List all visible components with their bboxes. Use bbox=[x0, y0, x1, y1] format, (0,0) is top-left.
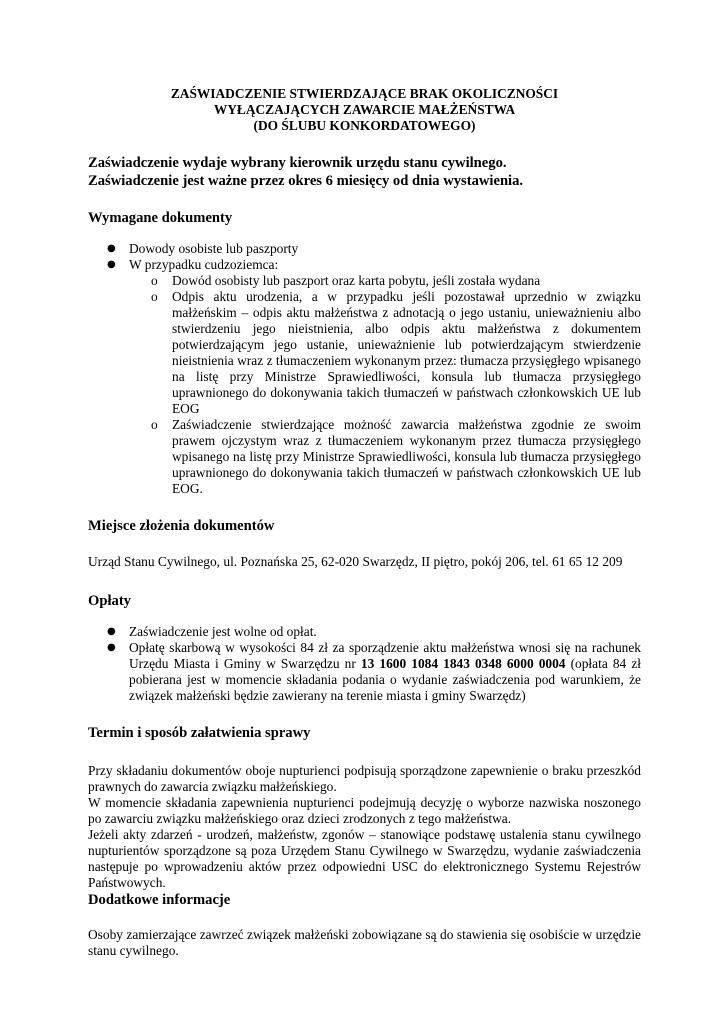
stamp-duty-text: Opłatę skarbową w wysokości 84 zł za sporządzenie aktu małżeństwa wnosi się na rachunek Urzędu Miasta i Gminy w Swarzędzu nr bbox=[129, 640, 641, 671]
required-docs-heading: Wymagane dokumenty bbox=[88, 210, 233, 226]
list-item-text: Dowody osobiste lub paszporty bbox=[129, 241, 299, 256]
term-section bbox=[88, 763, 641, 891]
bullet-icon: ● bbox=[107, 243, 116, 254]
sub-list-item bbox=[88, 417, 641, 497]
stamp-duty-note: (opłata 84 zł pobierana jest w momencie składania podania o wydanie zaświadczenia pod warunkiem, że związek małżeński będzie zawierany na terenie miasta i gminy Swarzędz) bbox=[129, 656, 641, 703]
fees-heading: Opłaty bbox=[88, 593, 131, 609]
intro-validity: Zaświadczenie jest ważne przez okres 6 miesięcy od dnia wystawienia. bbox=[88, 173, 524, 189]
bullet-icon: ● bbox=[107, 642, 116, 653]
intro-issuer: Zaświadczenie wydaje wybrany kierownik urzędu stanu cywilnego. bbox=[88, 155, 507, 171]
circle-bullet-icon: o bbox=[151, 417, 158, 432]
sub-list-item bbox=[88, 273, 641, 289]
foreigner-docs-list bbox=[129, 273, 641, 497]
sub-list-item-text: Odpis aktu urodzenia, a w przypadku jeśli pozostawał uprzednio w związku małżeńskim – odpis aktu małżeństwa z adnotacją o jego ustaniu, unieważnieniu albo stwierdzeniu jego nieistnienia, albo odpis aktu małżeństwa z dokumentem potwierdzającym jego ustanie, unieważnienie lub potwierdzającym stwierdzenie nieistnienia wraz z tłumaczeniem wykonanym przez: tłumacza przysięgłego wpisanego na listę przy Ministrze Sprawiedliwości, konsula lub tłumacza przysięgłego uprawnionego do dokonywania takich tłumaczeń w państwach członkowskich UE lub EOG bbox=[172, 289, 641, 416]
extra-heading: Dodatkowe informacje bbox=[88, 892, 231, 908]
title-line-2: WYŁĄCZAJĄCYCH ZAWARCIE MAŁŻEŃSTWA bbox=[213, 102, 516, 117]
fees-list bbox=[88, 624, 641, 704]
document-page bbox=[88, 86, 641, 959]
bullet-icon: ● bbox=[107, 259, 116, 270]
term-paragraph-1: Przy składaniu dokumentów oboje nupturienci podpisują sporządzone zapewnienie o braku przeszkód prawnych do zawarcia związku małżeńskiego. bbox=[88, 763, 641, 794]
list-item bbox=[88, 640, 641, 704]
term-heading: Termin i sposób załatwienia sprawy bbox=[88, 725, 311, 741]
bullet-icon: ● bbox=[107, 626, 116, 637]
sub-list-item-text: Zaświadczenie stwierdzające możność zawarcia małżeństwa zgodnie ze swoim prawem ojczystym wraz z tłumaczeniem wykonanym przez tłumacza przysięgłego wpisanego na listę przy Ministrze Sprawiedliwości, konsula lub tłumacza przysięgłego uprawnionego do dokonywania takich tłumaczeń w państwach członkowskich UE lub EOG. bbox=[172, 417, 641, 496]
fee-exemption-text: Zaświadczenie jest wolne od opłat. bbox=[129, 624, 317, 639]
extra-text: Osoby zamierzające zawrzeć związek małżeński zobowiązane są do stawienia się osobiście w urzędzie stanu cywilnego. bbox=[88, 927, 641, 958]
list-item bbox=[88, 257, 641, 497]
title-line-3: (DO ŚLUBU KONKORDATOWEGO) bbox=[253, 118, 476, 133]
sub-list-item bbox=[88, 289, 641, 417]
place-heading: Miejsce złożenia dokumentów bbox=[88, 518, 275, 534]
list-item bbox=[88, 241, 641, 257]
required-docs-list bbox=[88, 241, 641, 497]
bank-account-number: 13 1600 1084 1843 0348 6000 0004 bbox=[360, 656, 566, 671]
list-item-text: W przypadku cudzoziemca: bbox=[129, 257, 279, 272]
sub-list-item-text: Dowód osobisty lub paszport oraz karta pobytu, jeśli została wydana bbox=[172, 273, 541, 288]
circle-bullet-icon: o bbox=[151, 289, 158, 304]
place-address: Urząd Stanu Cywilnego, ul. Poznańska 25, 62-020 Swarzędz, II piętro, pokój 206, tel. 61 65 12 209 bbox=[88, 554, 623, 569]
term-paragraph-2: W momencie składania zapewnienia nupturienci podejmują decyzję o wyborze nazwiska noszonego po zawarciu związku małżeńskiego oraz dzieci zrodzonych z tego małżeństwa. bbox=[88, 795, 641, 826]
title-line-1: ZAŚWIADCZENIE STWIERDZAJĄCE BRAK OKOLICZNOŚCI bbox=[170, 86, 559, 101]
term-paragraph-3: Jeżeli akty zdarzeń - urodzeń, małżeństw, zgonów – stanowiące podstawę ustalenia stanu cywilnego nupturientów sporządzone są poza Urzędem Stanu Cywilnego w Swarzędzu, wydanie zaświadczenia następuje po wprowadzeniu aktów przez odpowiedni USC do elektronicznego Systemu Rejestrów Państwowych. bbox=[88, 827, 641, 890]
circle-bullet-icon: o bbox=[151, 273, 158, 288]
list-item bbox=[88, 624, 641, 640]
intro-section bbox=[88, 154, 641, 190]
document-title bbox=[88, 86, 641, 134]
